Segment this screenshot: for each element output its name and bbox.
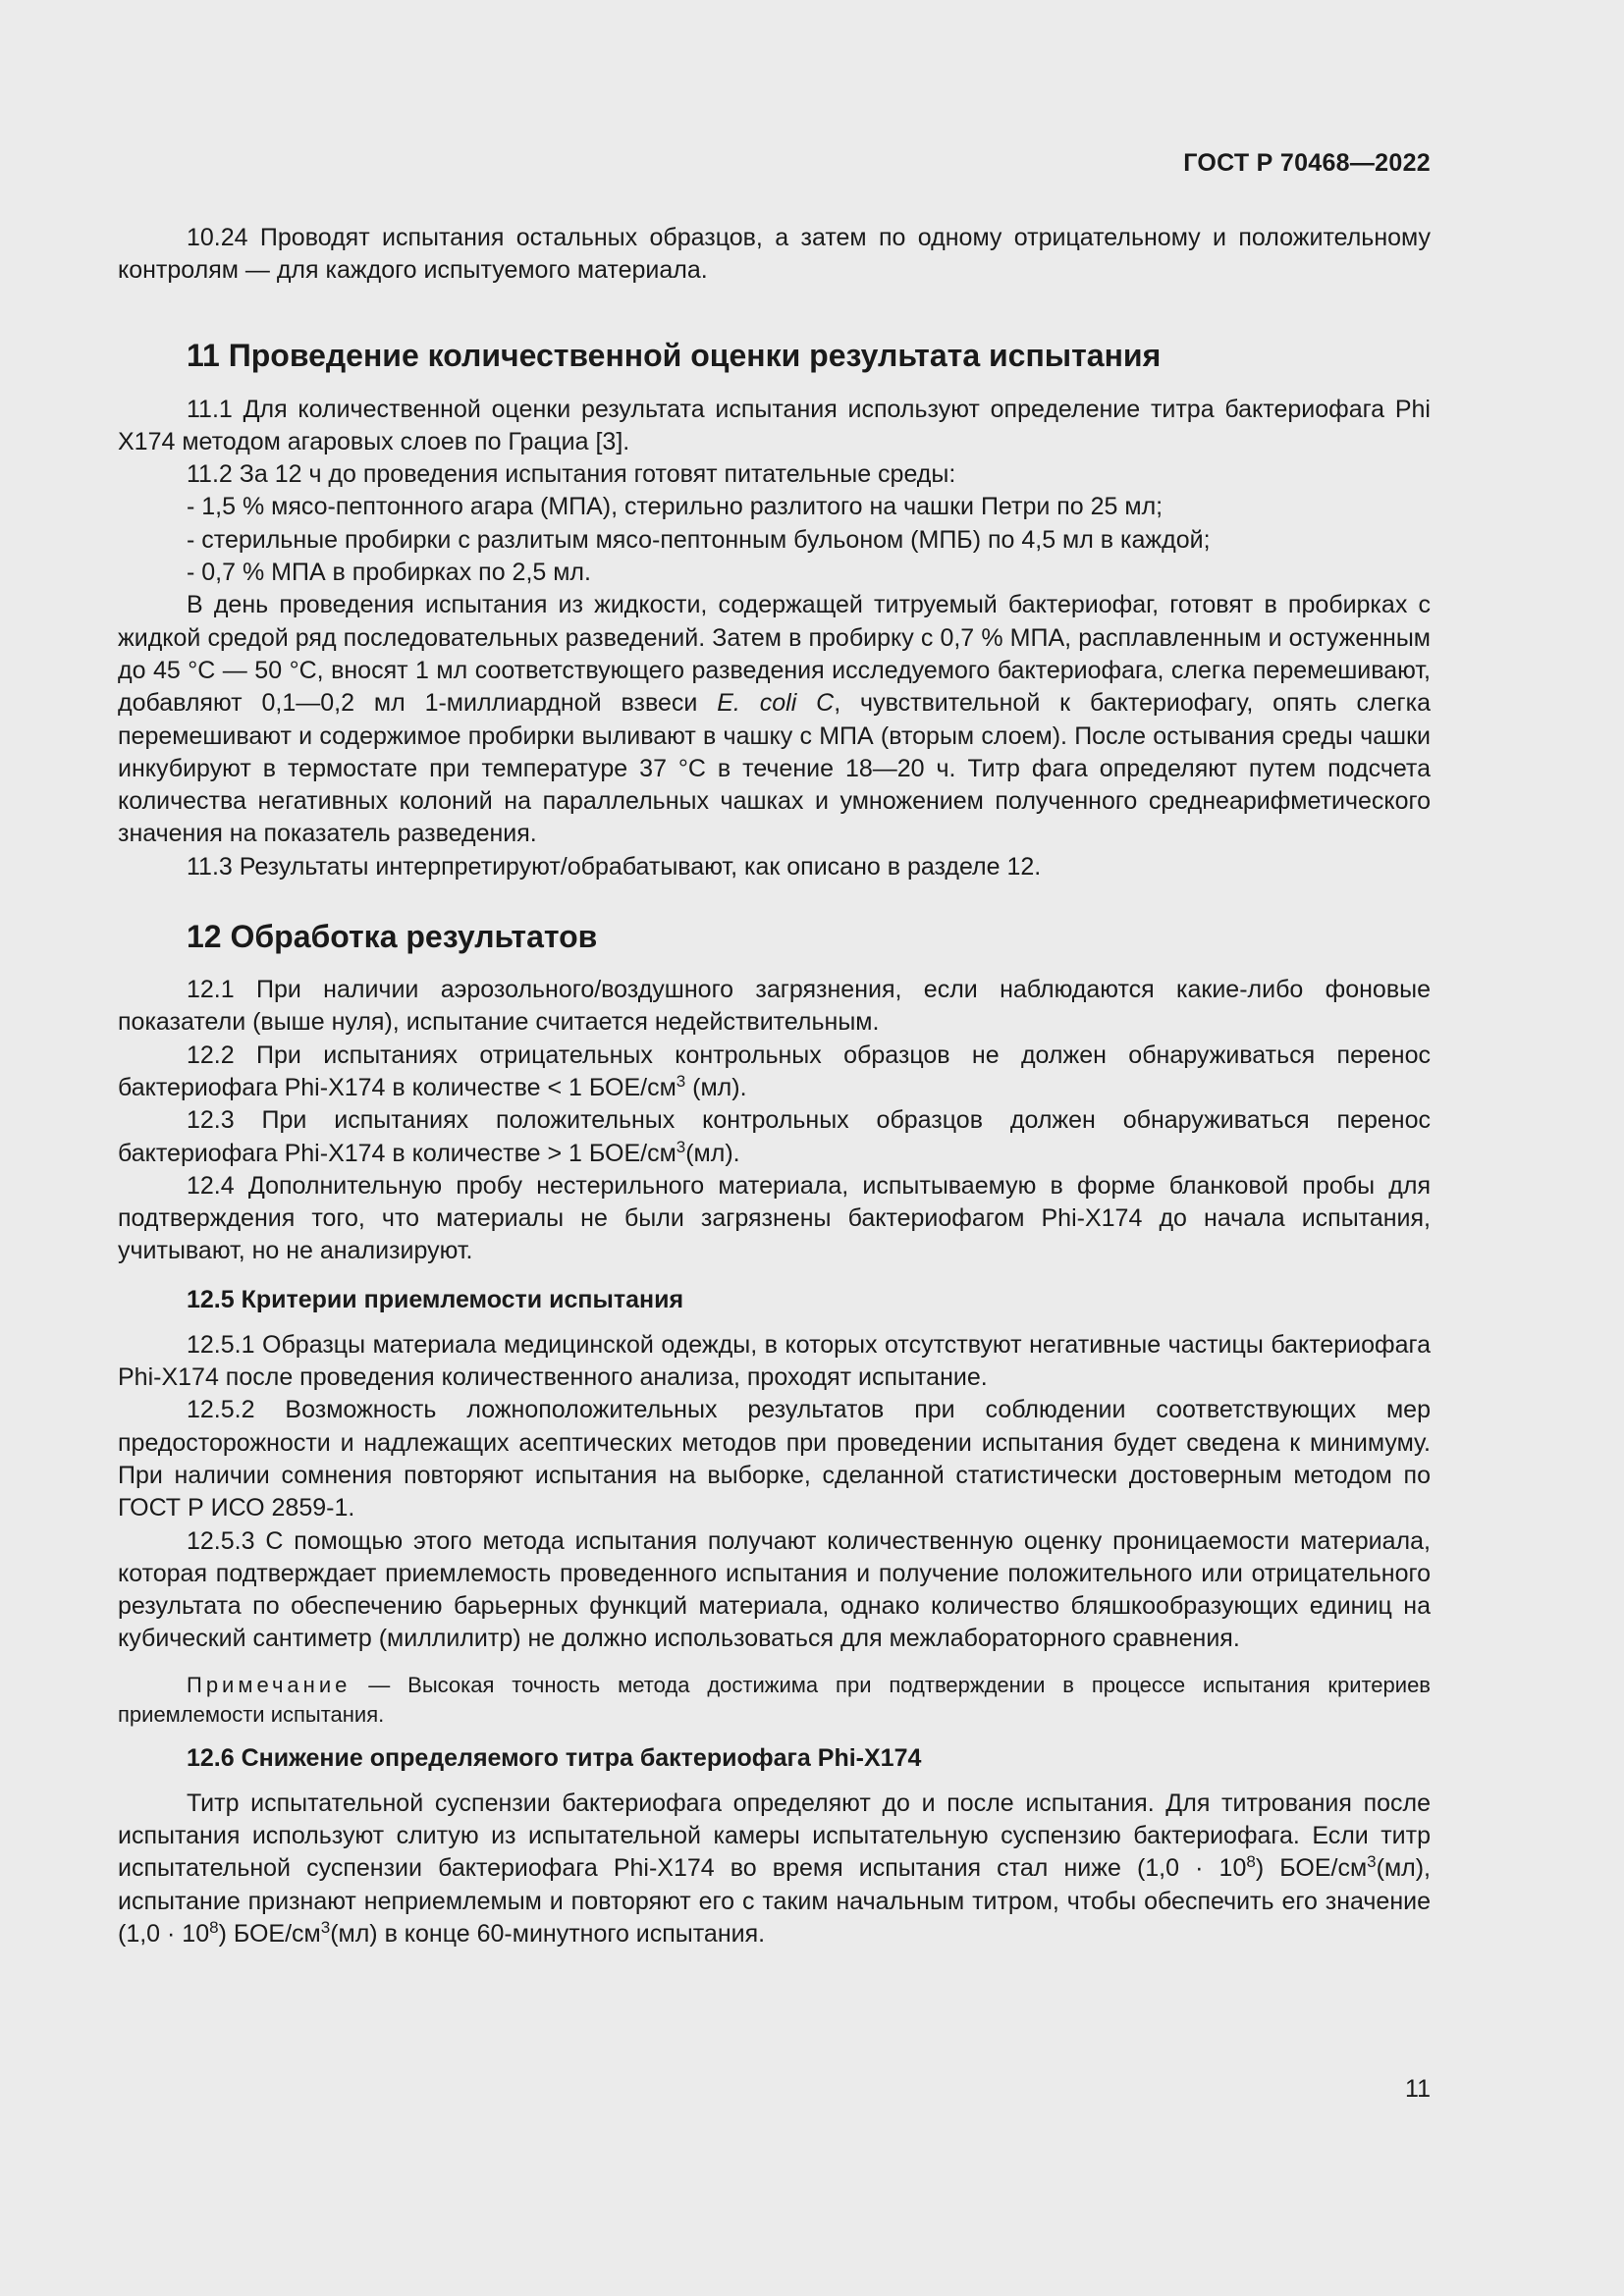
note-label: Примечание <box>187 1672 352 1697</box>
note: Примечание — Высокая точность метода достижима при подтверждении в процессе испытания критериев приемлемости испытания. <box>118 1672 1431 1727</box>
subsection-12-6-title: 12.6 Снижение определяемого титра бактериофага Phi-X174 <box>187 1743 922 1772</box>
paragraph-12-5-2: 12.5.2 Возможность ложноположительных результатов при соблюдении соответствующих мер предосторожности и надлежащих асептических методов при проведении испытания будет сведена к минимуму. При наличии сомнения повторяют испытания на выборке, сделанной статистически достоверным методом по ГОСТ Р ИСО 2859-1. <box>118 1396 1431 1522</box>
paragraph-12-4: 12.4 Дополнительную пробу нестерильного материала, испытываемую в форме бланковой пробы для подтверждения того, что материалы не были загрязнены бактериофагом Phi-X174 до начала испытания, учитывают, но не анализируют. <box>118 1171 1431 1265</box>
page-number: 11 <box>1405 2075 1431 2103</box>
ecoli-italic: E. coli C <box>717 689 835 718</box>
section-11-title: 11 Проведение количественной оценки результата испытания <box>187 337 1162 373</box>
paragraph-12-1: 12.1 При наличии аэрозольного/воздушного загрязнения, если наблюдаются какие-либо фоновые показатели (выше нуля), испытание считается недействительным. <box>118 976 1431 1037</box>
paragraph-12-6: Титр испытательной суспензии бактериофага определяют до и после испытания. Для титрования после испытания используют слитую из испытательной камеры испытательную суспензию бактериофага. Если титр испытательной суспензии бактериофага Phi-X174 во время испытания стал ниже $(1,0 \cdot 10^8)$ БОЕ/$см^3(мл)$, испытание признают неприемлемым и повторяют его с таким начальным титром, чтобы обеспечить его значение $(1,0 \cdot 10^8)$ БОЕ/$см^3(мл)$ в конце 60-минутного испытания. <box>118 1789 1431 1948</box>
paragraph-12-5-1: 12.5.1 Образцы материала медицинской одежды, в которых отсутствуют негативные частицы бактериофага Phi-X174 после проведения количественного анализа, проходят испытание. <box>118 1330 1431 1392</box>
section-12-title: 12 Обработка результатов <box>187 919 598 955</box>
paragraph-11-procedure: В день проведения испытания из жидкости, содержащей титруемый бактериофаг, готовят в пробирках с жидкой средой ряд последовательных разведений. Затем в пробирку с 0,7 % МПА, расплавленным и остуженным до 45 °С — 50 °С, вносят 1 мл соответствующего разведения исследуемого бактериофага, слегка перемешивают, добавляют 0,1—0,2 мл 1-миллиардной взвеси E. coli C, чувствительной к бактериофагу, опять слегка перемешивают и содержимое пробирки выливают в чашку с МПА (вторым слоем). После остывания среды чашки инкубируют в термостате при температуре 37 °С в течение 18—20 ч. Титр фага определяют путем подсчета количества негативных колоний на параллельных чашках и умножением полученного среднеарифметического значения на показатель разведения. <box>118 591 1431 848</box>
subsection-12-5-title: 12.5 Критерии приемлемости испытания <box>187 1285 684 1313</box>
paragraph-12-5-3: 12.5.3 С помощью этого метода испытания получают количественную оценку проницаемости материала, которая подтверждает приемлемость проведенного испытания и получение положительного или отрицательного результата по обеспечению барьерных функций материала, однако количество бляшкообразующих единиц на кубический сантиметр (миллилитр) не должно использоваться для межлабораторного сравнения. <box>118 1526 1431 1653</box>
paragraph-11-3: 11.3 Результаты интерпретируют/обрабатывают, как описано в разделе 12. <box>187 852 1042 881</box>
list-item: - 1,5 % мясо-пептонного агара (МПА), стерильно разлитого на чашки Петри по 25 мл; <box>187 493 1164 521</box>
paragraph-11-1: 11.1 Для количественной оценки результата испытания используют определение титра бактериофага Phi X174 методом агаровых слоев по Грациа [3]. <box>118 395 1431 455</box>
document-body <box>118 222 1431 1950</box>
list-item: - 0,7 % МПА в пробирках по 2,5 мл. <box>187 559 591 587</box>
paragraph-12-3: 12.3 При испытаниях положительных контрольных образцов должен обнаруживаться перенос бактериофага Phi-X174 в количестве > 1 БОЕ/$см^3(мл)$. <box>118 1106 1431 1167</box>
document-header: ГОСТ Р 70468—2022 <box>1183 149 1431 177</box>
paragraph-11-2: 11.2 За 12 ч до проведения испытания готовят питательные среды: <box>187 460 956 489</box>
paragraph-12-2: 12.2 При испытаниях отрицательных контрольных образцов не должен обнаруживаться перенос бактериофага Phi-X174 в количестве < 1 БОЕ/$см^3$ (мл). <box>118 1041 1431 1101</box>
paragraph-10-24: 10.24 Проводят испытания остальных образцов, а затем по одному отрицательному и положительному контролям — для каждого испытуемого материала. <box>118 224 1431 285</box>
list-item: - стерильные пробирки с разлитым мясо-пептонным бульоном (МПБ) по 4,5 мл в каждой; <box>187 525 1211 554</box>
